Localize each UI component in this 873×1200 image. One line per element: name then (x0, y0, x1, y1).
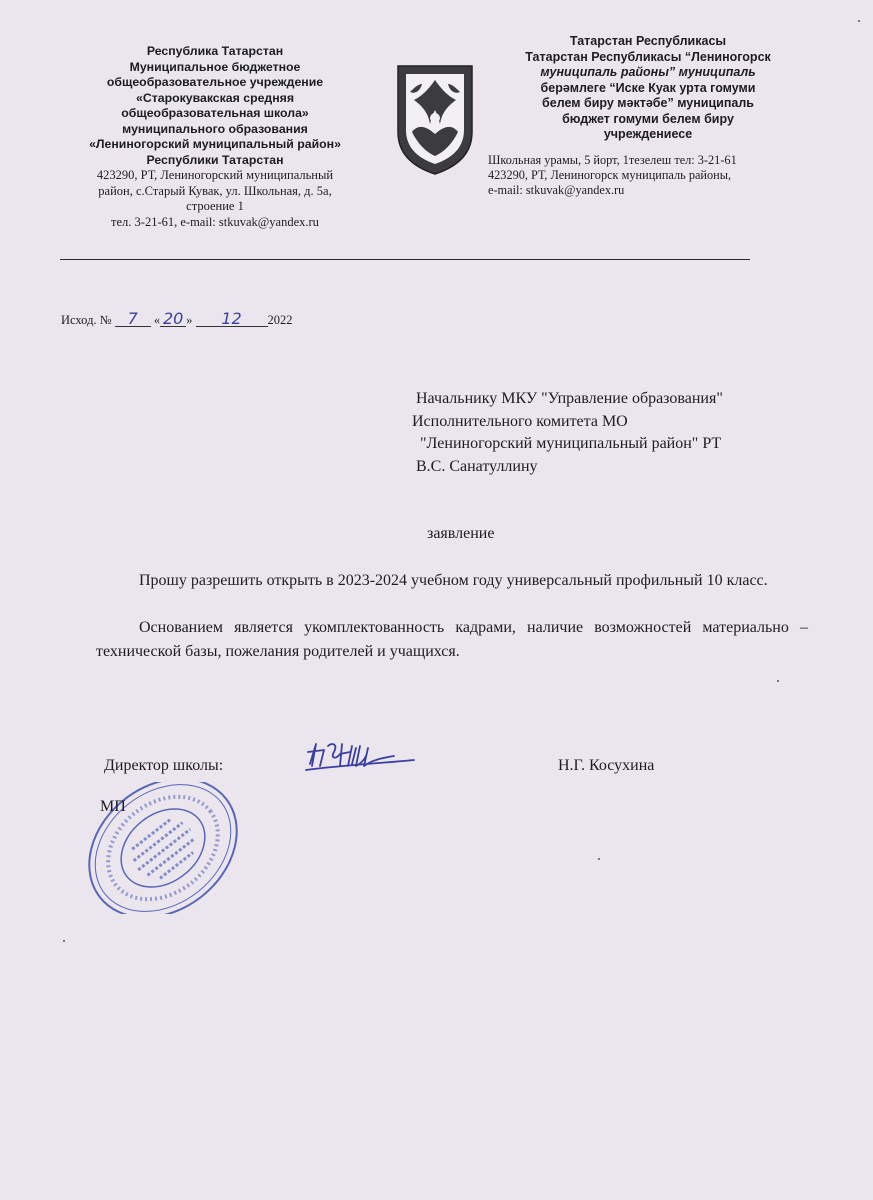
addressee-line: Начальнику МКУ "Управление образования" (412, 390, 723, 407)
outgoing-day: 20 (160, 312, 186, 327)
outgoing-number-line (61, 309, 293, 328)
signatory-name: Н.Г. Косухина (558, 757, 655, 774)
header-right-address: e-mail: stkuvak@yandex.ru (488, 182, 625, 197)
outgoing-month: 12 (196, 312, 268, 327)
addressee-block (412, 388, 723, 478)
header-left-address: тел. 3-21-61, e-mail: stkuvak@yandex.ru (111, 214, 319, 229)
addressee-line: В.С. Санатуллину (412, 457, 538, 475)
coat-of-arms-emblem (392, 62, 478, 178)
outgoing-label: Исход. № (61, 313, 112, 327)
header-right-line: Татарстан Республикасы “Лениногорск (525, 49, 771, 64)
addressee-line: Исполнительного комитета МО (412, 412, 628, 430)
paper-speck (777, 680, 779, 682)
header-left-line: Муниципальное бюджетное (129, 59, 301, 74)
header-right-block (488, 34, 808, 198)
date-close-quote: » (186, 313, 193, 327)
header-right-line: бюджет гомуми белем биру (562, 111, 734, 126)
header-left-line: общеобразовательное учреждение (106, 75, 324, 89)
header-right-line: берәмлеге “Иске Куак урта гомуми (540, 80, 756, 95)
signatory-title: Директор школы: (104, 757, 224, 774)
header-left-line: Республики Татарстан (146, 152, 284, 167)
header-divider (60, 259, 750, 260)
header-left-line: Республика Татарстан (146, 44, 284, 58)
body-paragraph: Основанием является укомплектованность кадрами, наличие возможностей материально – технической базы, пожелания родителей и учащихся. (96, 619, 808, 660)
paper-speck (598, 858, 600, 860)
document-title: заявление (427, 525, 495, 542)
header-left-address: район, с.Старый Кувак, ул. Школьная, д. 5а, (98, 183, 332, 198)
outgoing-year: 2022 (267, 313, 293, 327)
header-right-line: муниципаль районы” муниципаль (540, 65, 756, 79)
handwritten-signature (302, 734, 420, 778)
header-left-line: «Старокувакская средняя (135, 90, 295, 105)
header-right-address: Школьная урамы, 5 йорт, 1тезелеш тел: 3-21-61 (488, 152, 737, 167)
paper-speck (858, 20, 860, 22)
header-right-line: белем биру мәктәбе” муниципаль (542, 96, 754, 110)
header-left-line: «Лениногорский муниципальный район» (89, 137, 341, 151)
date-open-quote: « (153, 313, 161, 327)
header-left-line: муниципального образования (122, 121, 308, 136)
header-left-address: строение 1 (186, 199, 244, 213)
body-paragraph: Прошу разрешить открыть в 2023-2024 учебном году универсальный профильный 10 класс. (139, 572, 768, 589)
stamp-label: МП (100, 798, 126, 815)
header-right-address: 423290, РТ, Лениногорск муниципаль районы, (488, 167, 732, 182)
header-right-line: учреждениесе (603, 127, 693, 141)
addressee-line: "Лениногорский муниципальный район" РТ (412, 435, 722, 452)
document-body (96, 569, 808, 687)
outgoing-number: 7 (115, 312, 151, 327)
paper-speck (63, 940, 65, 942)
header-left-address: 423290, РТ, Лениногорский муниципальный (96, 168, 334, 182)
header-left-block (60, 44, 370, 230)
header-right-line: Татарстан Республикасы (569, 34, 727, 48)
header-left-line: общеобразовательная школа» (121, 106, 309, 120)
